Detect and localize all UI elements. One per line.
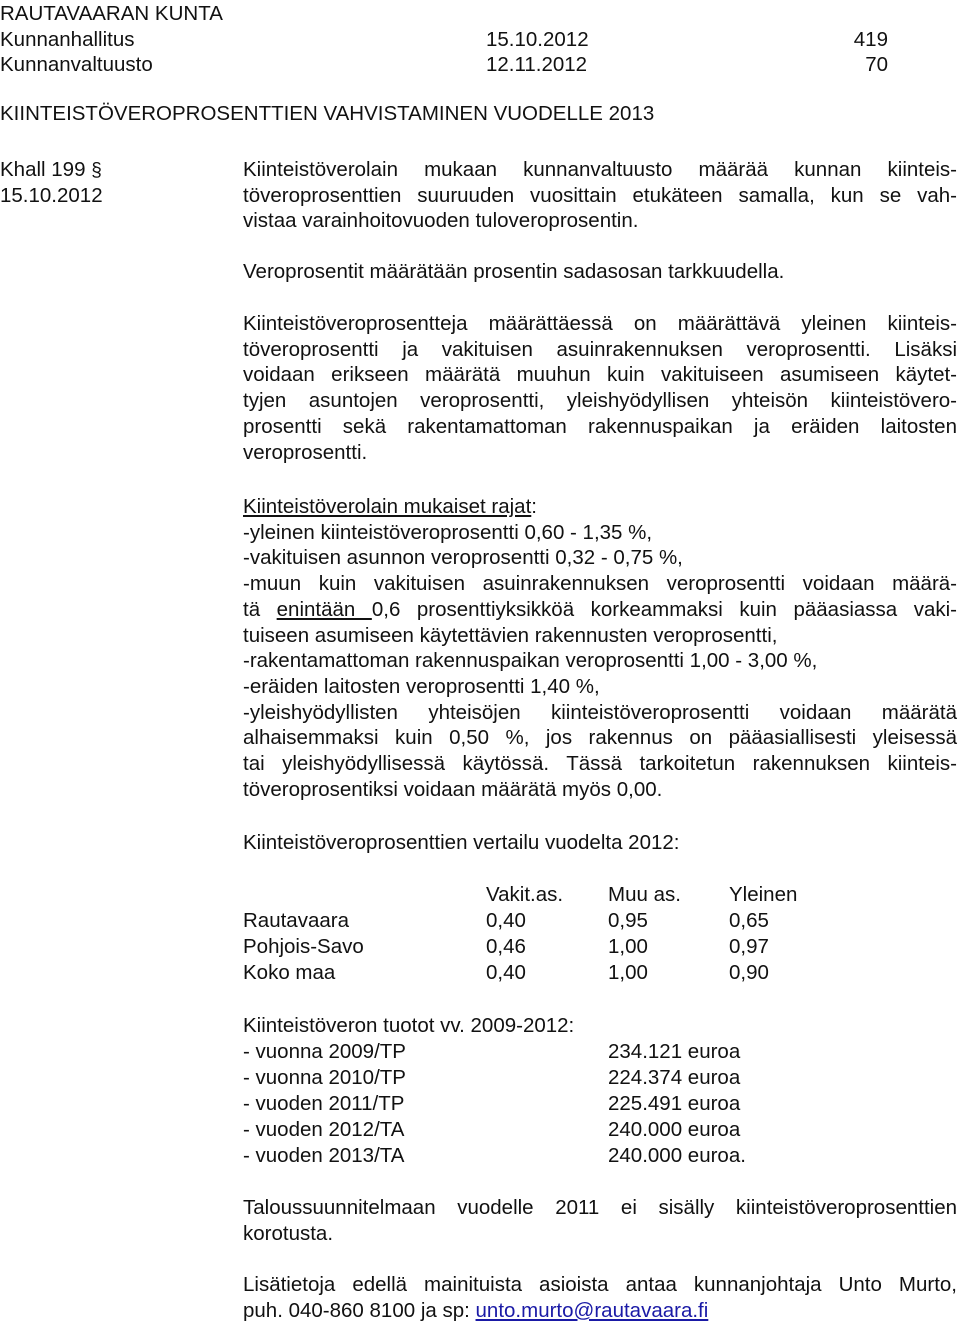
- comparison-cell: 0,65: [729, 909, 769, 932]
- section-number: 419: [853, 28, 888, 51]
- comparison-row-name: Rautavaara: [243, 909, 349, 932]
- contact-prefix: puh. 040-860 8100 ja sp:: [243, 1298, 476, 1322]
- revenue-label: - vuoden 2012/TA: [243, 1118, 405, 1141]
- limits-line-part: tä: [243, 597, 277, 621]
- comparison-heading: Kiinteistöveroprosenttien vertailu vuodelta 2012:: [243, 831, 680, 854]
- comparison-cell: 0,40: [486, 909, 526, 932]
- comparison-cell: 0,97: [729, 935, 769, 958]
- limits-line: tai yleishyödyllisessä käytössä. Tässä tarkoitetun rakennuksen kiinteis-: [243, 752, 957, 776]
- intro-line: töveroprosenttien suuruuden vuosittain etukäteen samalla, kun se vah-: [243, 183, 957, 207]
- limits-line: alhaisemmaksi kuin 0,50 %, jos rakennus on pääasiallisesti yleisessä: [243, 726, 957, 750]
- contact-line: Lisätietoja edellä mainituista asioista antaa kunnanjohtaja Unto Murto,: [243, 1273, 957, 1296]
- reference-date: 15.10.2012: [0, 184, 103, 207]
- contact-line: [243, 1298, 957, 1324]
- contact-paragraph: [243, 1272, 957, 1323]
- meeting-date: 15.10.2012: [486, 28, 589, 51]
- comparison-row-name: Koko maa: [243, 961, 336, 984]
- reference-body-label: Khall 199: [0, 158, 86, 181]
- limits-line: -yleinen kiinteistöveroprosentti 0,60 - 1,35 %,: [243, 520, 653, 544]
- limits-line: -yleishyödyllisten yhteisöjen kiinteistöveroprosentti voidaan määrätä: [243, 700, 957, 724]
- limits-heading: [243, 494, 957, 520]
- comparison-cell: 0,46: [486, 935, 526, 958]
- section-sign-icon: §: [91, 160, 102, 181]
- determination-line: tyjen asuntojen veroprosentti, yleishyödyllisen yhteisön kiinteistövero-: [243, 389, 957, 413]
- limits-line: [243, 597, 957, 623]
- determination-line: töveroprosentti ja vakituisen asuinrakennuksen veroprosentti. Lisäksi: [243, 337, 957, 361]
- limits-line: tuiseen asumiseen käytettävien rakennusten veroprosentti,: [243, 623, 778, 647]
- determination-line: prosentti sekä rakentamattoman rakennuspaikan ja eräiden laitosten: [243, 414, 957, 438]
- limits-line-part: 0,6 prosenttiyksikköä korkeammaksi kuin pääasiassa vaki-: [371, 597, 957, 621]
- column-header: Vakit.as.: [486, 883, 564, 906]
- document-title: KIINTEISTÖVEROPROSENTTIEN VAHVISTAMINEN VUODELLE 2013: [0, 102, 655, 125]
- meeting-body: Kunnanhallitus: [0, 28, 135, 51]
- precision-paragraph: [243, 259, 957, 285]
- determination-paragraph: [243, 311, 957, 465]
- revenue-heading: Kiinteistöveron tuotot vv. 2009-2012:: [243, 1014, 575, 1037]
- limits-line: -muun kuin vakituisen asuinrakennuksen veroprosentti voidaan määrä-: [243, 572, 957, 596]
- revenue-amount: 240.000 euroa.: [608, 1144, 746, 1167]
- section-number: 70: [865, 53, 888, 76]
- limits-line: töveroprosentiksi voidaan määrätä myös 0,00.: [243, 777, 663, 801]
- comparison-cell: 0,95: [608, 909, 648, 932]
- revenue-label: - vuonna 2009/TP: [243, 1040, 406, 1063]
- revenue-label: - vuonna 2010/TP: [243, 1066, 406, 1089]
- meeting-date: 12.11.2012: [486, 53, 588, 76]
- comparison-cell: 0,40: [486, 961, 526, 984]
- limits-line: -vakituisen asunnon veroprosentti 0,32 - 0,75 %,: [243, 546, 683, 570]
- intro-line: Kiinteistöverolain mukaan kunnanvaltuusto määrää kunnan kiinteis-: [243, 158, 957, 181]
- limits-heading-colon: :: [531, 495, 537, 518]
- revenue-amount: 240.000 euroa: [608, 1118, 741, 1141]
- limits-line: -rakentamattoman rakennuspaikan veroprosentti 1,00 - 3,00 %,: [243, 649, 818, 673]
- revenue-amount: 224.374 euroa: [608, 1066, 741, 1089]
- limits-line: -eräiden laitosten veroprosentti 1,40 %,: [243, 674, 600, 698]
- plan-line: korotusta.: [243, 1221, 334, 1245]
- plan-line: Taloussuunnitelmaan vuodelle 2011 ei sisälly kiinteistöveroprosenttien: [243, 1196, 957, 1219]
- intro-paragraph: [243, 157, 957, 234]
- revenue-label: - vuoden 2013/TA: [243, 1144, 405, 1167]
- intro-line: vistaa varainhoitovuoden tuloveroprosentin.: [243, 209, 639, 233]
- comparison-cell: 1,00: [608, 961, 648, 984]
- revenue-amount: 225.491 euroa: [608, 1092, 741, 1115]
- precision-text: Veroprosentit määrätään prosentin sadasosan tarkkuudella.: [243, 260, 785, 283]
- determination-line: veroprosentti.: [243, 440, 368, 464]
- meeting-body: Kunnanvaltuusto: [0, 53, 153, 76]
- limits-section: [243, 494, 957, 802]
- column-header: Muu as.: [608, 883, 681, 906]
- comparison-cell: 1,00: [608, 935, 648, 958]
- revenue-label: - vuoden 2011/TP: [243, 1092, 405, 1115]
- revenue-amount: 234.121 euroa: [608, 1040, 741, 1063]
- comparison-row-name: Pohjois-Savo: [243, 935, 364, 958]
- municipality-name: RAUTAVAARAN KUNTA: [0, 2, 223, 25]
- comparison-cell: 0,90: [729, 961, 769, 984]
- determination-line: voidaan erikseen määrätä muuhun kuin vakituiseen asumiseen käytet-: [243, 363, 957, 387]
- column-header: Yleinen: [729, 883, 798, 906]
- determination-line: Kiinteistöveroprosentteja määrättäessä on määrättävä yleinen kiinteis-: [243, 312, 957, 335]
- plan-paragraph: [243, 1195, 957, 1246]
- email-link[interactable]: unto.murto@rautavaara.fi: [475, 1298, 709, 1322]
- limits-heading-text: Kiinteistöverolain mukaiset rajat: [243, 495, 532, 518]
- limits-emphasis: enintään: [276, 597, 372, 621]
- reference-body: [0, 158, 102, 183]
